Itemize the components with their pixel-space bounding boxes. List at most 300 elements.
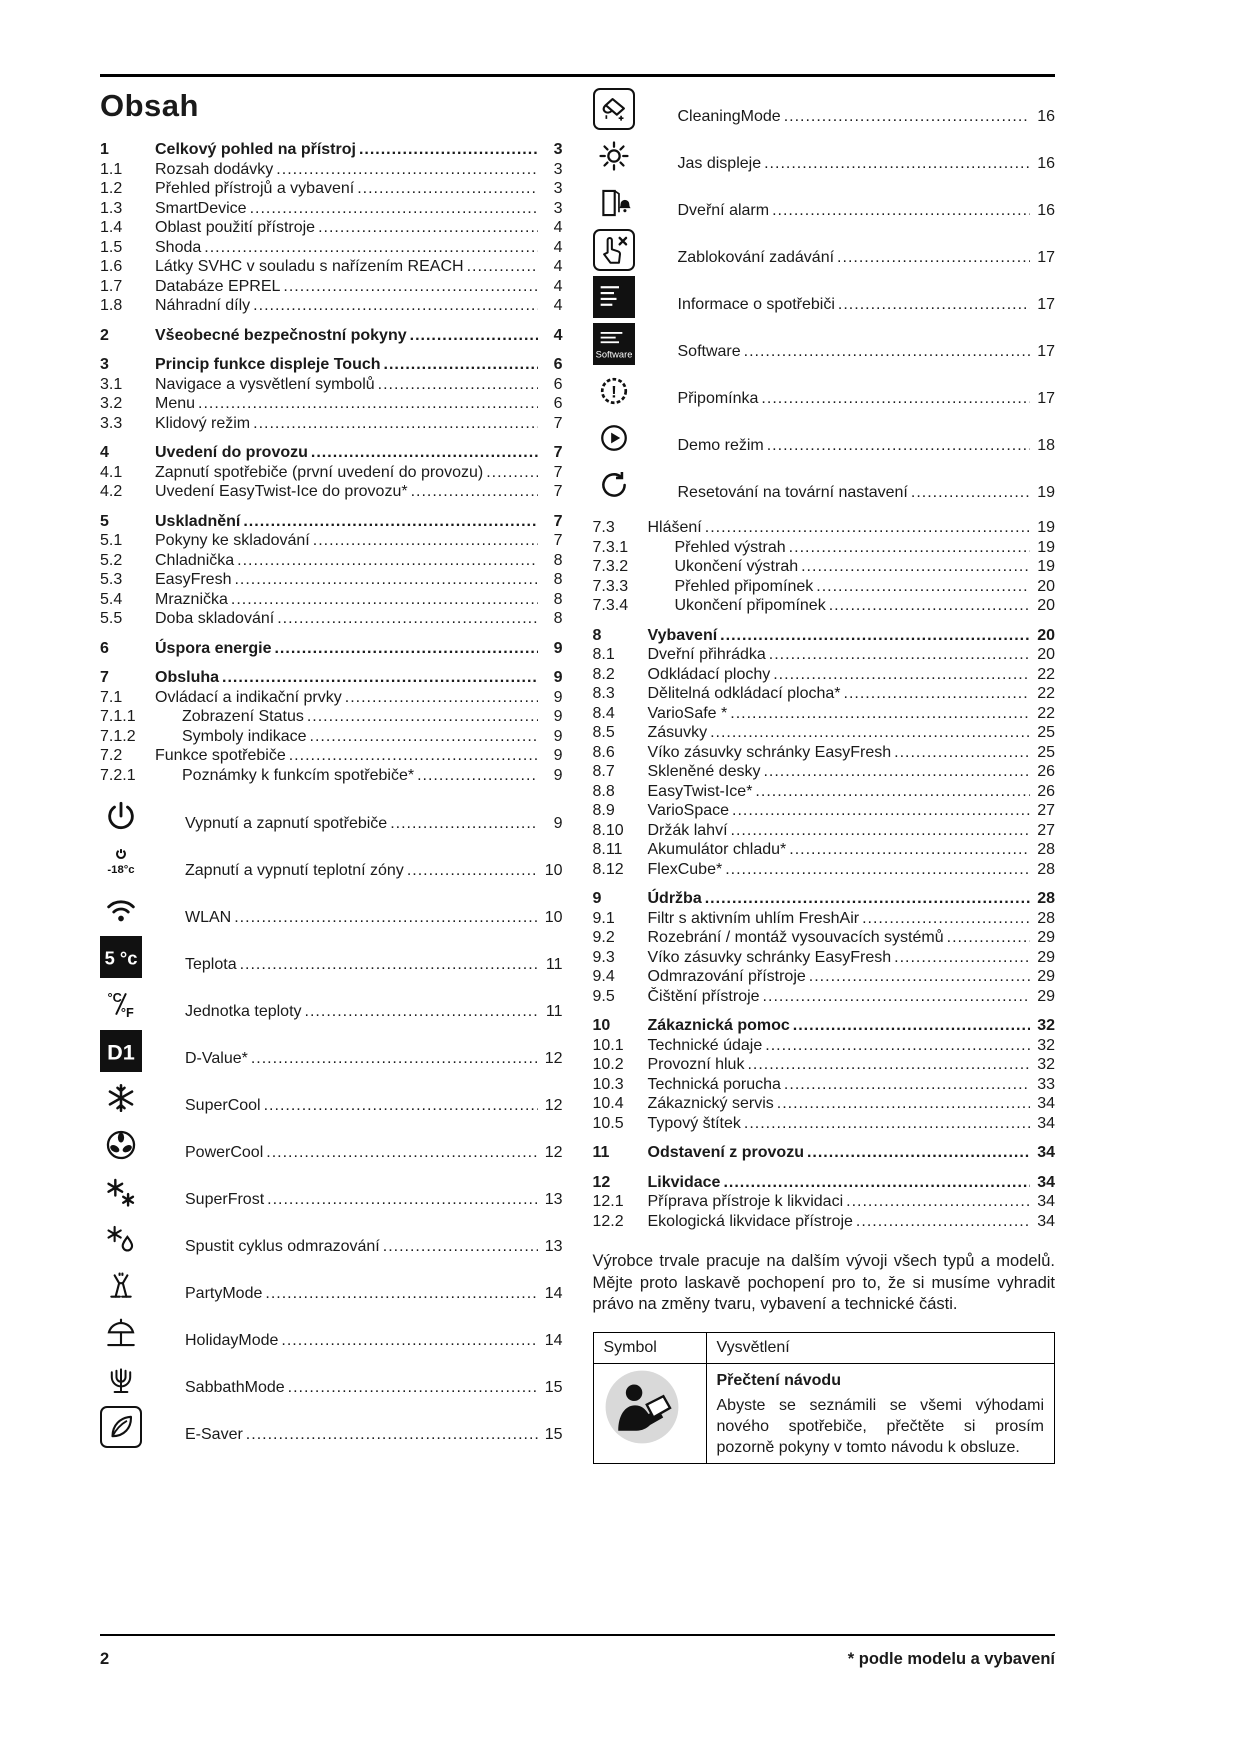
toc-entry-title: Menu [155,395,196,412]
feature-entry-text [678,390,1056,412]
legend-symbol-cell [593,1364,706,1464]
feature-title: SuperFrost [185,1191,265,1208]
toc-entry-page: 4 [553,297,563,314]
toc-entry-number: 8.6 [592,743,615,761]
toc-entry-number: 8.10 [592,821,624,839]
toc-entry [593,518,1056,538]
toc-entry [593,577,1056,597]
toc-entry-page: 6 [553,356,563,373]
toc-entry [593,723,1056,743]
dot-leader [251,1050,538,1068]
supercool-icon [100,1077,142,1119]
dot-leader [253,296,537,316]
toc-entry-page: 9 [553,688,563,706]
toc-entry-page: 3 [553,180,563,197]
toc-entry [100,766,563,786]
dot-leader [318,218,537,238]
toc-entry-title: EasyFresh [155,571,232,588]
party-mode-icon [100,1265,142,1307]
toc-entry-page: 8 [553,610,563,627]
left-column [100,84,563,1464]
defrost-cycle-icon [100,1218,142,1260]
reminder-icon [593,370,635,412]
toc-entry-number: 1.1 [100,160,123,178]
feature-page: 12 [544,1050,563,1067]
dot-leader [467,257,538,277]
feature-entry [100,1171,563,1213]
dot-leader [204,238,537,258]
powercool-icon [100,1124,142,1166]
toc-entry-title: Přehled přístrojů a vybavení [155,180,355,197]
input-lock-icon [593,229,635,271]
toc-entry-title: Dveřní přihrádka [647,646,766,663]
feature-page: 17 [1037,343,1055,360]
legend-header-symbol: Symbol [593,1333,706,1364]
toc-entry-page: 22 [1037,704,1055,722]
toc-entry [100,512,563,532]
feature-entry [100,1406,563,1448]
cleaning-mode-icon [593,88,635,130]
toc-entry-page: 25 [1037,724,1055,741]
dot-leader [276,160,537,180]
toc-entry [593,1143,1056,1163]
toc-entry-page: 20 [1037,597,1055,614]
dot-leader [710,723,1030,743]
toc-entry-number: 12 [592,1173,611,1191]
feature-title: Demo režim [677,437,764,454]
toc-entry [100,238,563,258]
dot-leader [231,590,538,610]
toc-entry [100,140,563,160]
dot-leader [772,202,1030,220]
toc-entry-page: 33 [1037,1075,1055,1093]
feature-page: 15 [544,1426,563,1443]
toc-entry-number: 3.2 [100,395,123,412]
toc-entry [100,199,563,219]
toc-entry-title: Ekologická likvidace přístroje [647,1212,853,1230]
factory-reset-icon [593,464,635,506]
feature-entry [100,795,563,837]
manufacturer-note: Výrobce trvale pracuje na dalším vývoji všech typů a modelů. Mějte proto laskavě pochopení pro to, že si musíme vyhradit právo na změny tvaru, vybavení a technické části. [592,1252,1055,1313]
toc-entry-number: 8.3 [592,685,615,702]
toc-entry-title: Oblast použití přístroje [155,219,316,236]
feature-title: HolidayMode [185,1332,279,1349]
toc-entry-title: Víko zásuvky schránky EasyFresh [647,743,892,761]
toc-entry-title: Rozsah dodávky [155,160,274,178]
toc-entry-number: 10 [592,1017,611,1034]
toc-entry-title: Funkce spotřebiče [155,747,286,764]
toc-entry [100,570,563,590]
page-title: Obsah [100,88,199,123]
toc-entry-page: 8 [553,551,563,569]
toc-entry [593,987,1056,1007]
toc-entry-number: 8 [592,626,602,644]
toc-entry-number: 1.6 [100,258,123,275]
dot-leader [761,390,1030,408]
dot-leader [732,801,1030,821]
dot-leader [345,688,538,708]
dot-leader [769,645,1030,665]
dot-leader [720,626,1030,646]
toc-entry [593,743,1056,763]
toc-entry-page: 4 [553,238,563,256]
toc-entry [100,277,563,297]
toc-entry-number: 1.4 [100,219,123,236]
feature-title: Resetování na tovární nastavení [677,484,908,501]
feature-entry-text [185,1003,563,1025]
toc-entry [100,443,563,463]
toc-entry-page: 34 [1037,1095,1055,1112]
dot-leader [744,1114,1030,1134]
toc-entry-number: 8.8 [592,782,615,800]
toc-entry-page: 25 [1037,743,1055,761]
dot-leader [198,394,537,414]
dot-leader [773,665,1030,685]
toc-entry-title: Obsluha [155,669,220,686]
dot-leader [947,928,1030,948]
toc-entry-page: 26 [1037,782,1055,800]
toc-entry-page: 3 [553,199,563,217]
dot-leader [755,782,1030,802]
toc-entry-number: 7.1.1 [100,708,136,725]
dot-leader [730,704,1030,724]
feature-entry [593,276,1056,318]
toc-entry-page: 9 [553,747,563,764]
feature-entry [593,370,1056,412]
toc-entry-title: SmartDevice [155,199,247,217]
toc-entry-title: Odstavení z provozu [647,1144,804,1161]
toc-entry [100,463,563,483]
toc-entry [593,1212,1056,1232]
dot-leader [305,1003,538,1021]
toc-entry [593,665,1056,685]
dot-leader [807,1143,1030,1163]
toc-entry [100,218,563,238]
toc-entry-page: 8 [553,590,563,608]
toc-entry-title: Vybavení [647,626,718,644]
toc-entry-title: Ukončení připomínek [674,597,826,614]
feature-page: 16 [1037,108,1055,125]
feature-title: WLAN [185,909,232,926]
feature-entry [100,983,563,1025]
dot-leader [894,743,1030,763]
toc-entry-number: 2 [100,326,109,344]
feature-entry-text [185,909,563,931]
toc-entry-number: 7.3.2 [592,558,629,575]
dot-leader [784,108,1030,126]
feature-entry [100,1124,563,1166]
toc-entry-number: 5.3 [100,571,123,588]
toc-entry [100,639,563,659]
toc-list-right [593,518,1056,1231]
toc-entry-title: Navigace a vysvětlení symbolů [155,375,375,393]
toc-entry-page: 4 [553,219,563,236]
sabbath-mode-icon [100,1359,142,1401]
toc-entry [100,355,563,375]
feature-entry [100,1218,563,1260]
toc-entry-title: Odkládací plochy [647,665,771,683]
toc-entry-title: Zásuvky [647,724,708,741]
toc-entry-title: Mraznička [155,590,228,608]
toc-entry-title: Celkový pohled na přístroj [155,141,356,158]
toc-entry-title: Rozebrání / montáž vysouvacích systémů [647,929,944,946]
toc-entry-title: Příprava přístroje k likvidaci [647,1193,844,1210]
toc-entry [593,840,1056,860]
toc-entry-number: 9.3 [592,948,615,966]
toc-entry-page: 4 [553,326,563,344]
feature-entry-text [185,1191,563,1213]
toc-entry-number: 3 [100,356,109,373]
toc-entry-number: 1.8 [100,297,123,314]
toc-entry-page: 27 [1037,821,1055,839]
dot-leader [234,909,537,927]
feature-title: Jas displeje [677,155,762,172]
dot-leader [222,668,537,688]
toc-entry-number: 8.5 [592,724,615,741]
toc-entry-page: 4 [553,277,563,295]
dot-leader [731,821,1030,841]
dot-leader [844,684,1030,704]
toc-entry [100,296,563,316]
dot-leader [390,815,537,833]
feature-entry-text [185,1332,563,1354]
header-rule [100,74,1055,77]
dot-leader [407,862,538,880]
dot-leader [243,512,537,532]
toc-entry [593,626,1056,646]
toc-entry [593,928,1056,948]
feature-entry-text [678,296,1056,318]
toc-entry-title: Pokyny ke skladování [155,532,310,549]
toc-entry-page: 6 [553,375,563,393]
toc-entry-number: 10.1 [592,1036,624,1054]
toc-entry-number: 8.4 [592,704,615,722]
dot-leader [307,707,538,727]
toc-entry-page: 34 [1037,1144,1055,1161]
feature-page: 10 [544,909,563,926]
feature-page: 15 [544,1379,563,1396]
toc-entry-number: 8.12 [592,860,624,878]
feature-title: Připomínka [677,390,759,407]
toc-entry-page: 22 [1037,665,1055,683]
dot-leader [793,1016,1030,1036]
toc-entry [593,1094,1056,1114]
feature-page: 12 [544,1144,563,1161]
dot-leader [846,1192,1030,1212]
feature-entry [593,88,1056,130]
toc-entry-number: 3.1 [100,375,123,393]
feature-page: 9 [553,815,563,832]
dot-leader [267,1191,537,1209]
feature-entry-text [678,343,1056,365]
feature-entry-text [185,862,563,884]
toc-entry-title: Typový štítek [647,1114,741,1132]
toc-entry-page: 32 [1037,1056,1055,1073]
toc-entry-number: 1.7 [100,277,123,295]
wlan-icon [100,889,142,931]
toc-entry-page: 9 [553,669,563,686]
toc-entry-title: Doba skladování [155,610,275,627]
toc-entry-title: Zákaznický servis [647,1095,774,1112]
feature-title: Zapnutí a vypnutí teplotní zóny [185,862,404,879]
dot-leader [411,482,538,502]
dot-leader [277,609,537,629]
legend-row [593,1364,1055,1464]
feature-entry-text [185,1379,563,1401]
feature-entry-text [678,484,1056,506]
e-saver-icon [100,1406,142,1448]
toc-entry-page: 20 [1037,646,1055,663]
toc-entry [593,948,1056,968]
toc-entry-number: 6 [100,639,109,657]
dot-leader [253,414,537,434]
toc-entry [100,375,563,395]
toc-entry-title: Úspora energie [155,639,272,657]
toc-entry [593,967,1056,987]
toc-entry [100,326,563,346]
toc-entry-page: 7 [553,414,563,432]
toc-entry-number: 7.1.2 [100,727,136,745]
dot-leader [410,326,538,346]
toc-entry [593,1036,1056,1056]
toc-entry-number: 8.9 [592,802,615,819]
feature-entry [593,229,1056,271]
toc-entry-page: 6 [553,395,563,412]
toc-entry [100,688,563,708]
toc-entry-title: Držák lahví [647,821,728,839]
toc-entry-page: 19 [1037,558,1055,575]
toc-entry-number: 11 [592,1144,610,1161]
legend-entry-text: Abyste se seznámili se všemi výhodami nového spotřebiče, přečtěte si prosím pozorně pokyny v tomto návodu k obsluze. [716,1397,1044,1456]
toc-entry-number: 5.2 [100,551,123,569]
toc-entry [593,1055,1056,1075]
legend-header-explanation: Vysvětlení [706,1333,1055,1364]
dot-leader [816,577,1030,597]
toc-entry [100,394,563,414]
dot-leader [289,746,538,766]
dot-leader [357,179,537,199]
dot-leader [801,557,1030,577]
toc-entry-page: 8 [553,571,563,588]
toc-list-left [100,140,563,785]
feature-entry-text [185,1285,563,1307]
toc-entry [593,1173,1056,1193]
feature-entry [593,182,1056,224]
dot-leader [274,639,537,659]
dot-leader [288,1379,538,1397]
feature-entry-text [185,1426,563,1448]
toc-entry-title: Čištění přístroje [647,987,760,1005]
feature-page: 16 [1037,202,1055,219]
feature-title: Software [677,343,741,360]
toc-entry-number: 1.5 [100,238,123,256]
toc-entry-page: 9 [553,708,563,725]
feature-page: 17 [1037,249,1055,266]
feature-entry [100,842,563,884]
toc-entry-title: FlexCube* [647,860,723,878]
toc-entry-title: Náhradní díly [155,297,251,314]
toc-entry [593,801,1056,821]
dot-leader [723,1173,1030,1193]
toc-entry-page: 22 [1037,685,1055,702]
toc-entry-number: 10.5 [592,1114,624,1132]
toc-entry-title: Princip funkce displeje Touch [155,356,381,373]
toc-entry [593,1114,1056,1134]
feature-entry [593,464,1056,506]
feature-title: Jednotka teploty [185,1003,302,1020]
toc-entry-page: 3 [553,141,563,158]
toc-entry-page: 9 [553,727,563,745]
toc-entry [100,668,563,688]
feature-page: 10 [544,862,563,879]
toc-entry-title: Uskladnění [155,512,241,530]
toc-entry-page: 34 [1037,1212,1055,1230]
toc-entry [593,538,1056,558]
toc-entry-number: 9.5 [592,987,615,1005]
toc-entry [100,609,563,629]
temperature-zone-icon [100,842,142,884]
dot-leader [809,967,1030,987]
toc-entry [100,727,563,747]
toc-entry-page: 19 [1037,538,1055,556]
toc-entry-number: 10.2 [592,1056,624,1073]
toc-entry-page: 26 [1037,763,1055,780]
toc-entry-page: 28 [1037,890,1055,907]
dot-leader [829,596,1030,616]
dot-leader [763,762,1030,782]
feature-entry-text [185,1050,563,1072]
toc-entry-number: 9.4 [592,968,615,985]
toc-entry-title: Hlášení [647,519,702,536]
superfrost-icon [100,1171,142,1213]
dot-leader [838,296,1030,314]
toc-entry-number: 5 [100,512,109,530]
toc-entry-number: 4.2 [100,483,123,500]
dot-leader [767,437,1030,455]
toc-entry-number: 5.4 [100,590,123,608]
software-icon [593,323,635,365]
legend-header-row [593,1333,1055,1364]
toc-entry-page: 32 [1037,1017,1055,1034]
toc-entry [593,645,1056,665]
dot-leader [311,443,538,463]
dot-leader [764,155,1030,173]
toc-entry-number: 8.1 [592,646,615,663]
dot-leader [705,518,1030,538]
toc-entry [593,889,1056,909]
toc-entry-title: Zapnutí spotřebiče (první uvedení do provozu) [155,463,484,481]
feature-entry [100,1077,563,1119]
dot-leader [266,1144,537,1162]
toc-entry-number: 8.11 [592,841,623,858]
toc-entry-title: Likvidace [647,1173,721,1191]
display-brightness-icon [593,135,635,177]
dot-leader [486,463,537,483]
toc-entry-title: Chladnička [155,551,235,569]
toc-entry-title: Všeobecné bezpečnostní pokyny [155,326,407,344]
toc-entry-page: 29 [1037,948,1055,966]
toc-entry-page: 34 [1037,1193,1055,1210]
toc-entry-page: 27 [1037,802,1055,819]
toc-entry [593,782,1056,802]
feature-entry [593,417,1056,459]
feature-page: 11 [545,1003,563,1020]
feature-page: 14 [544,1285,563,1302]
feature-entry-text [185,1097,563,1119]
toc-entry [100,746,563,766]
feature-entry [100,889,563,931]
toc-entry [100,531,563,551]
